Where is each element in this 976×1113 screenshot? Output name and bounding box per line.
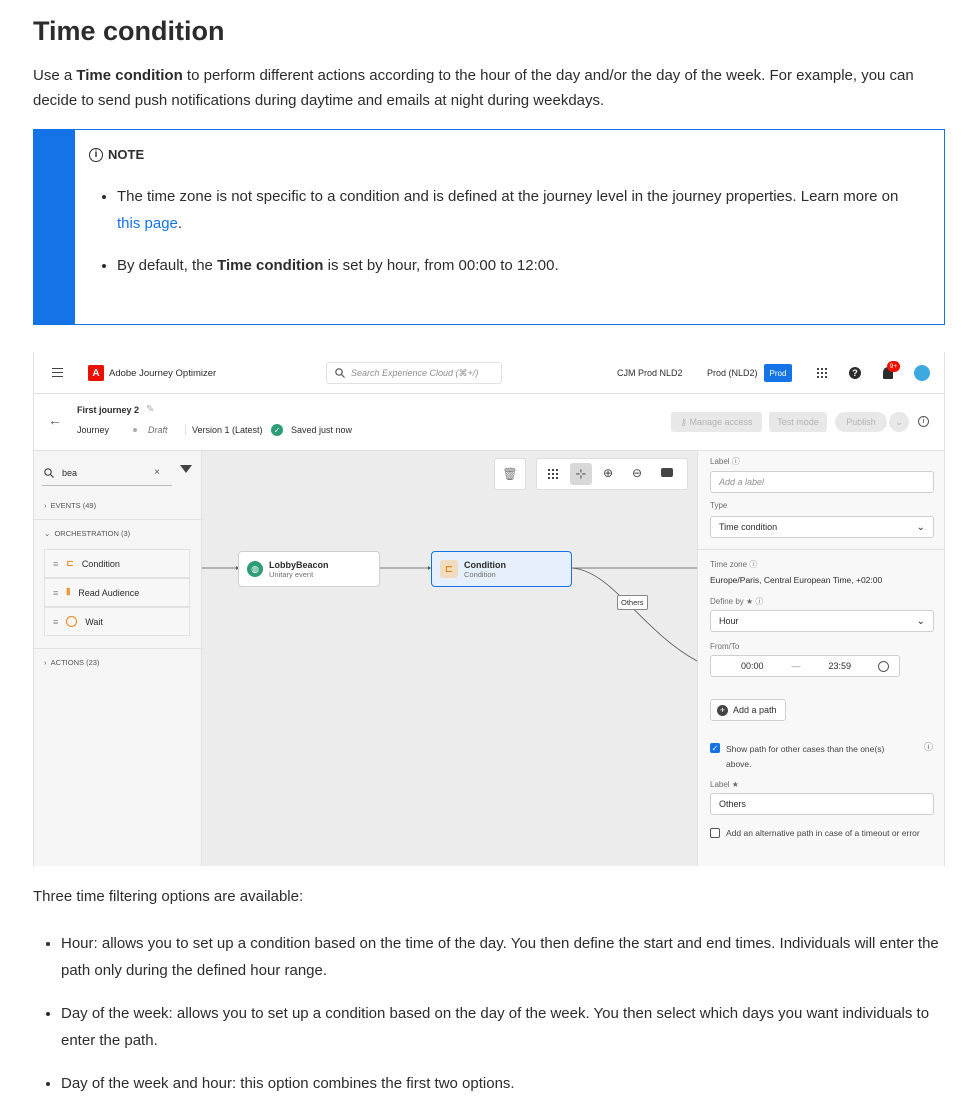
status-text: Draft bbox=[148, 425, 168, 435]
label-heading: Label ⓘ bbox=[710, 457, 740, 466]
journey-info-icon[interactable]: i bbox=[918, 416, 929, 427]
journey-name[interactable]: First journey 2 bbox=[77, 405, 140, 415]
define-by-heading: Define by ★ ⓘ bbox=[710, 597, 764, 606]
clock-icon bbox=[878, 661, 889, 672]
chevron-down-icon: ⌄ bbox=[916, 615, 925, 627]
pencil-icon[interactable]: ✎ bbox=[146, 404, 155, 415]
path-label-input[interactable]: Others bbox=[710, 793, 934, 815]
properties-panel bbox=[697, 451, 945, 866]
note-item: • By default, the Time condition is set by hour, from 00:00 to 12:00. bbox=[117, 252, 917, 279]
globe-icon: ◍ bbox=[247, 561, 263, 577]
clock-icon bbox=[66, 616, 77, 627]
apps-grid-icon[interactable] bbox=[816, 367, 827, 378]
saved-check-icon: ✓ bbox=[271, 424, 283, 436]
note-list bbox=[117, 183, 917, 294]
add-icon: + bbox=[717, 705, 728, 716]
org-switcher[interactable]: CJM Prod NLD2 bbox=[617, 368, 683, 378]
alt-path-label: Add an alternative path in case of a timeout or error bbox=[726, 828, 920, 838]
note-accent-bar bbox=[33, 129, 75, 325]
note-item: • The time zone is not specific to a condition and is defined at the journey level in the journey properties. Learn more on this page. bbox=[117, 183, 917, 237]
adobe-logo-icon: A bbox=[88, 365, 104, 381]
list-item: • Day of the week and hour: this option combines the first two options. bbox=[61, 1070, 941, 1097]
page-title: Time condition bbox=[33, 16, 225, 46]
intro-bold: Time condition bbox=[76, 67, 183, 84]
manage-access-button[interactable]: ⚷ Manage access bbox=[671, 412, 762, 432]
journey-type: Journey bbox=[77, 425, 110, 435]
palette-item-read-audience[interactable]: ≡ ⦀ Read Audience bbox=[44, 578, 190, 607]
connectors bbox=[202, 451, 697, 866]
version-label: Version 1 (Latest) bbox=[185, 425, 263, 435]
global-search[interactable]: Search Experience Cloud (⌘+/) bbox=[326, 362, 502, 384]
back-arrow-icon[interactable]: ← bbox=[48, 412, 62, 428]
orchestration-section[interactable]: ⌄ ORCHESTRATION (3) bbox=[44, 529, 131, 538]
filter-icon[interactable] bbox=[180, 465, 192, 473]
search-icon bbox=[335, 368, 345, 378]
define-by-select[interactable]: Hour ⌄ bbox=[710, 610, 934, 632]
show-path-checkbox[interactable]: ✓ bbox=[711, 743, 719, 753]
path-label-others[interactable]: Others bbox=[617, 595, 648, 610]
zoom-in-icon[interactable]: ⊕ bbox=[603, 466, 614, 480]
journey-canvas[interactable] bbox=[202, 451, 697, 866]
journey-header bbox=[34, 394, 945, 451]
publish-dropdown-button[interactable]: ⌄ bbox=[889, 412, 909, 432]
publish-button[interactable]: Publish bbox=[835, 412, 887, 432]
chevron-down-icon: ⌄ bbox=[916, 521, 925, 533]
condition-icon: ⊏ bbox=[440, 560, 458, 578]
note-heading: i NOTE bbox=[89, 147, 144, 162]
type-heading: Type bbox=[710, 501, 728, 510]
timezone-heading: Time zone ⓘ bbox=[710, 560, 758, 569]
label-input[interactable]: Add a label bbox=[710, 471, 934, 493]
fit-icon[interactable]: ⊹ bbox=[570, 463, 592, 485]
condition-node[interactable]: ⊏ Condition Condition bbox=[431, 551, 572, 587]
options-list bbox=[61, 930, 941, 1113]
show-path-label: Show path for other cases than the one(s) above. bbox=[726, 744, 885, 769]
palette-item-wait[interactable]: ≡ Wait bbox=[44, 607, 190, 636]
test-mode-button[interactable]: Test mode bbox=[769, 412, 827, 432]
search-icon bbox=[44, 468, 54, 478]
timezone-value: Europe/Paris, Central European Time, +02:00 bbox=[710, 575, 883, 585]
help-icon[interactable]: ? bbox=[849, 367, 861, 379]
status-dot-icon bbox=[133, 428, 137, 432]
condition-icon: ⊏ bbox=[66, 558, 74, 568]
list-item: • Hour: allows you to set up a condition based on the time of the day. You then define the start and end times. Individuals will enter the path only during the defined hour range. bbox=[61, 930, 941, 984]
note-box bbox=[33, 129, 945, 325]
from-to-heading: From/To bbox=[710, 642, 740, 651]
info-icon: i bbox=[89, 148, 103, 162]
palette-item-condition[interactable]: ≡ ⊏ Condition bbox=[44, 549, 190, 578]
actions-section[interactable]: › ACTIONS (23) bbox=[44, 658, 100, 667]
app-topbar bbox=[34, 352, 945, 394]
this-page-link[interactable]: this page bbox=[117, 215, 178, 232]
alt-path-checkbox[interactable] bbox=[710, 828, 720, 838]
path-label-heading: Label ★ bbox=[710, 780, 739, 789]
list-item: • Day of the week: allows you to set up a condition based on the day of the week. You then select which days you want individuals to enter the path. bbox=[61, 1000, 941, 1054]
add-path-button[interactable]: + Add a path bbox=[710, 699, 786, 721]
options-lead: Three time filtering options are available: bbox=[33, 888, 304, 905]
intro-paragraph: Use a Time condition to perform different actions according to the hour of the day and/or the day of the week. For example, you can decide to send push notifications during daytime and emails at night during weekdays. bbox=[33, 67, 914, 109]
product-name[interactable]: Adobe Journey Optimizer bbox=[109, 368, 217, 379]
type-select[interactable]: Time condition ⌄ bbox=[710, 516, 934, 538]
hamburger-icon[interactable] bbox=[52, 368, 63, 377]
avatar[interactable] bbox=[914, 365, 930, 381]
clear-icon[interactable]: × bbox=[154, 467, 160, 478]
show-path-info-icon[interactable]: ⓘ bbox=[924, 742, 934, 752]
zoom-out-icon[interactable]: ⊖ bbox=[632, 466, 643, 480]
activity-palette bbox=[34, 451, 202, 866]
journey-optimizer-screenshot bbox=[33, 352, 945, 866]
audience-icon: ⦀ bbox=[66, 587, 71, 597]
sandbox-badge: Prod bbox=[764, 364, 792, 382]
event-node-lobbybeacon[interactable]: ◍ LobbyBeacon Unitary event bbox=[238, 551, 380, 587]
sandbox-switcher[interactable]: Prod (NLD2) bbox=[707, 368, 758, 378]
notification-badge: 9+ bbox=[887, 361, 900, 372]
saved-status: Saved just now bbox=[291, 425, 353, 435]
palette-search[interactable]: bea × bbox=[42, 460, 172, 486]
delete-button[interactable]: 🗑 bbox=[494, 458, 526, 490]
events-section[interactable]: › EVENTS (49) bbox=[44, 501, 97, 510]
from-time-input[interactable]: 00:00 — 23:59 bbox=[710, 655, 900, 677]
